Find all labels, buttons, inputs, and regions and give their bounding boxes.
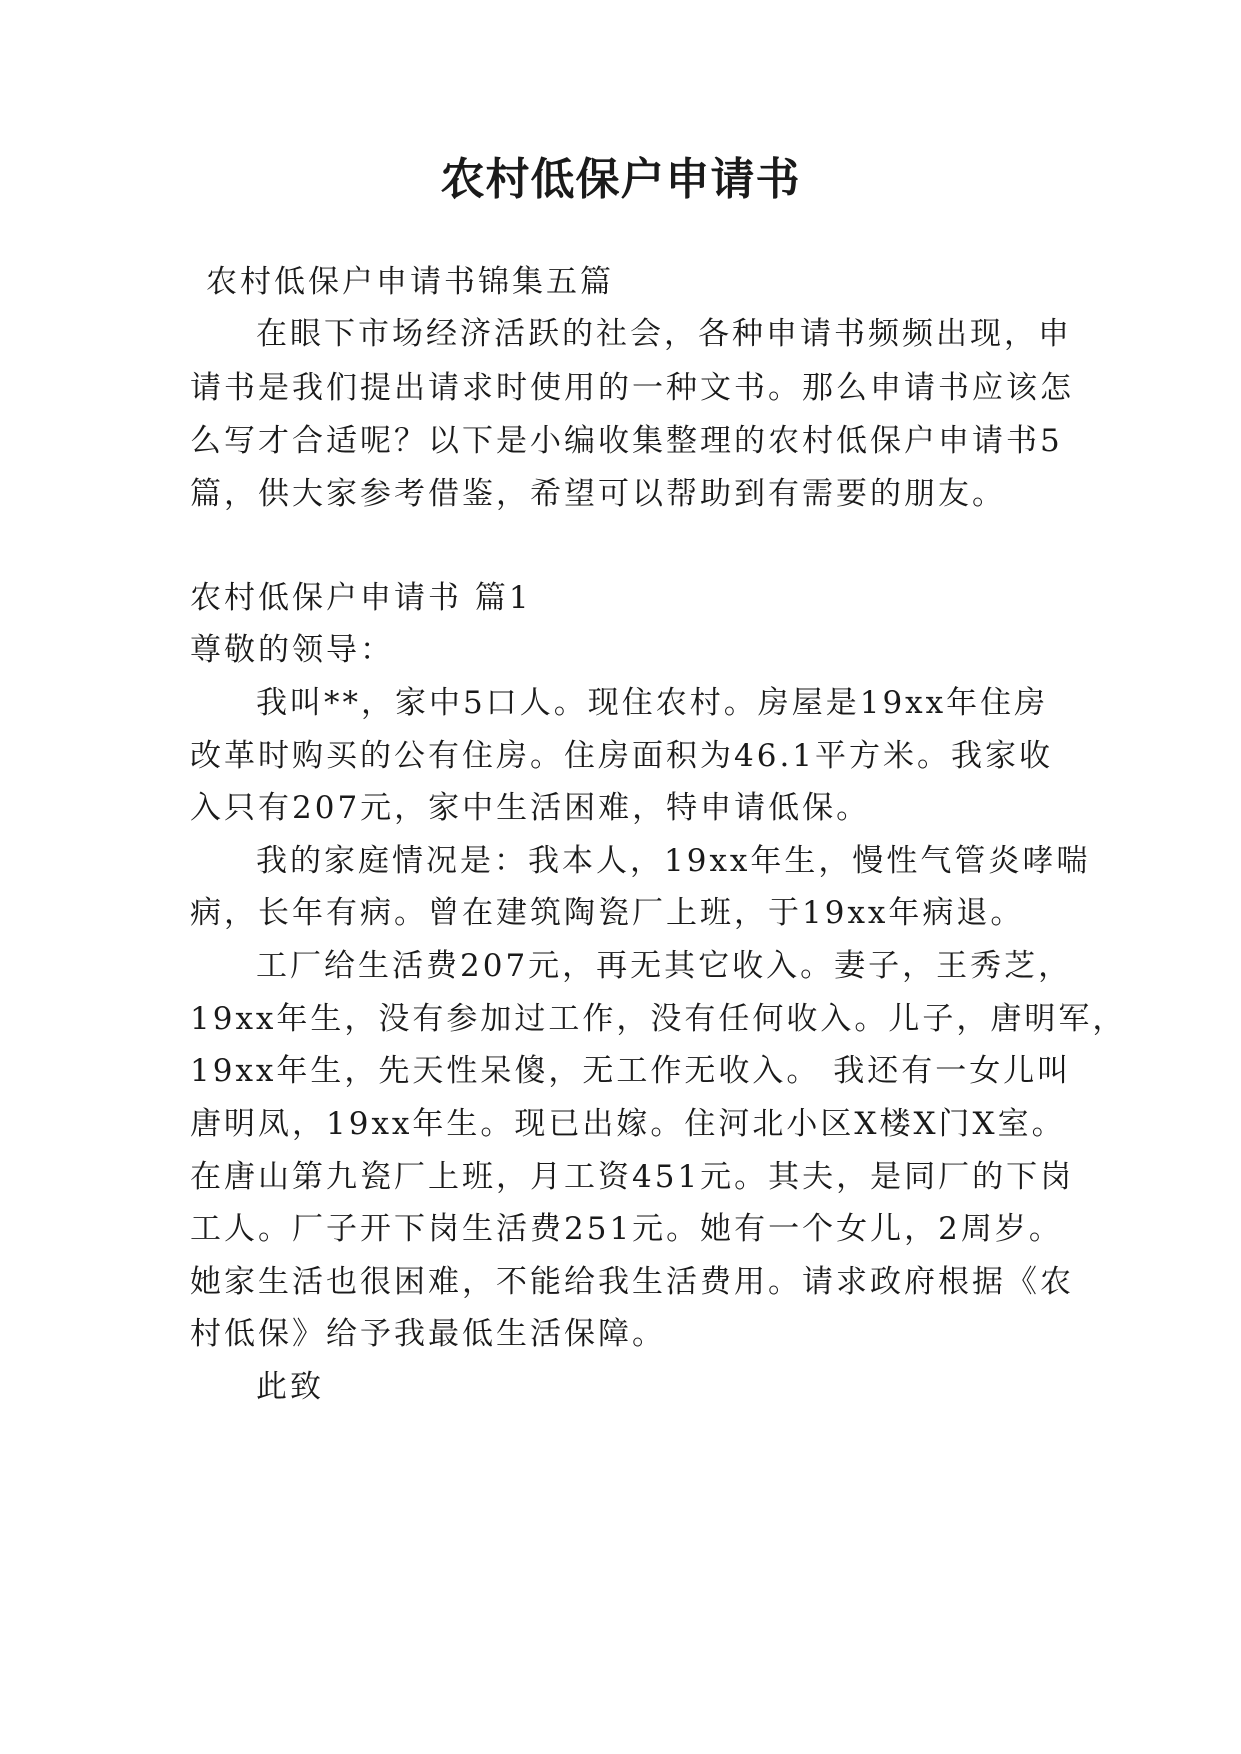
intro-line: 么写才合适呢？以下是小编收集整理的农村低保户申请书5 [190,423,1063,459]
body-line: 19xx年生，没有参加过工作，没有任何收入。儿子，唐明军， [190,1001,1127,1037]
intro-line: 篇，供大家参考借鉴，希望可以帮助到有需要的朋友。 [190,476,1006,512]
body-line: 村低保》给予我最低生活保障。 [190,1316,666,1352]
document-subtitle: 农村低保户申请书锦集五篇 [206,264,614,300]
section-heading: 农村低保户申请书 篇1 [190,580,532,616]
body-line: 19xx年生，先天性呆傻，无工作无收入。 我还有一女儿叫 [190,1053,1072,1089]
body-line: 在唐山第九瓷厂上班，月工资451元。其夫，是同厂的下岗 [190,1159,1075,1195]
intro-line: 在眼下市场经济活跃的社会，各种申请书频频出现，申 [256,316,1072,352]
intro-line: 请书是我们提出请求时使用的一种文书。那么申请书应该怎 [190,370,1074,406]
body-line: 入只有207元，家中生活困难，特申请低保。 [190,790,871,826]
body-line: 唐明凤，19xx年生。现已出嫁。住河北小区X楼X门X室。 [190,1106,1066,1142]
body-line: 改革时购买的公有住房。住房面积为46.1平方米。我家收 [190,738,1054,774]
closing: 此致 [256,1369,324,1405]
body-line: 病，长年有病。曾在建筑陶瓷厂上班，于19xx年病退。 [190,895,1025,931]
body-line: 我的家庭情况是：我本人，19xx年生，慢性气管炎哮喘 [256,843,1091,879]
body-line: 工人。厂子开下岗生活费251元。她有一个女儿，2周岁。 [190,1211,1063,1247]
salutation: 尊敬的领导： [190,632,394,668]
body-line: 她家生活也很困难，不能给我生活费用。请求政府根据《农 [190,1264,1074,1300]
document-title: 农村低保户申请书 [440,154,801,205]
body-line: 我叫**，家中5口人。现住农村。房屋是19xx年住房 [256,685,1049,721]
body-line: 工厂给生活费207元，再无其它收入。妻子，王秀芝， [256,948,1073,984]
